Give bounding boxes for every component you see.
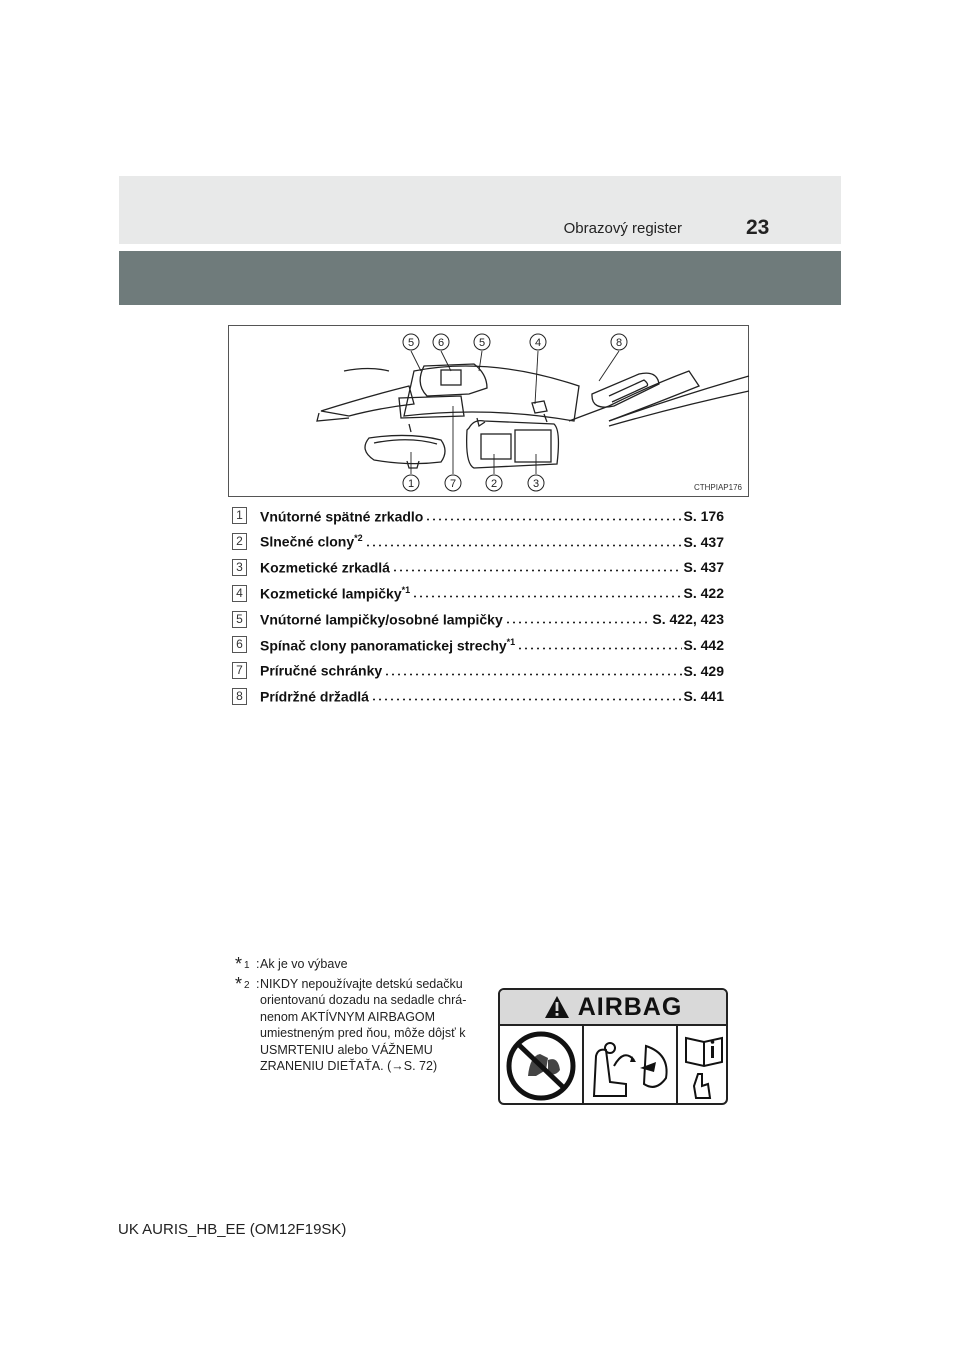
header-band-dark xyxy=(119,251,841,305)
footnote-text: NIKDY nepoužívajte detskú sedačku orientovanú dozadu na sedadle chrá-nenom AKTÍVNYM AIRBAGOM umiestneným pred ňou, môže dôjsť k USMRTENIU alebo VÁŽNEMU ZRANENIU DIEŤAŤA. (→S. 72) xyxy=(260,976,467,1073)
footnote: * 2 : NIKDY nepoužívajte detskú sedačku orientovanú dozadu na sedadle chrá-nenom AKTÍVNYM AIRBAGOM umiestneným pred ňou, môže dôjsť k USMRTENIU alebo VÁŽNEMU ZRANENIU DIEŤAŤA. (→S. 72) xyxy=(235,976,487,1075)
parts-legend xyxy=(232,503,724,709)
svg-text:5: 5 xyxy=(407,337,415,349)
legend-item-page-ref: S. 422, 423 xyxy=(652,611,724,628)
legend-item-number: 1 xyxy=(232,507,247,524)
legend-item-footnote-ref: *2 xyxy=(354,533,363,544)
document-code: UK AURIS_HB_EE (OM12F19SK) xyxy=(118,1221,347,1238)
read-manual-icon xyxy=(678,1026,728,1105)
legend-item-number: 2 xyxy=(232,533,247,550)
airbag-warning-label xyxy=(498,988,728,1105)
footnote: * 1 : Ak je vo výbave xyxy=(235,956,487,973)
callout-5a xyxy=(403,334,419,350)
no-rear-facing-seat-cell xyxy=(500,1026,584,1105)
read-manual-cell xyxy=(678,1026,728,1105)
legend-item-page-ref: S. 422 xyxy=(683,585,724,602)
legend-item-label: Prídržné držadlá xyxy=(260,688,369,705)
legend-item-number: 8 xyxy=(232,688,247,705)
legend-item-number: 3 xyxy=(232,559,247,576)
callout-2 xyxy=(486,475,502,491)
legend-item-label: Vnútorné spätné zrkadlo xyxy=(260,508,424,525)
dot-leader xyxy=(392,558,682,572)
dot-leader xyxy=(425,507,681,521)
warning-triangle-icon xyxy=(544,995,570,1019)
svg-text:4: 4 xyxy=(534,337,542,349)
dot-leader xyxy=(384,662,681,676)
footnote-marker: * 2 xyxy=(235,973,250,994)
figure-code: CTHPIAP176 xyxy=(693,483,742,492)
legend-item-footnote-ref: *1 xyxy=(401,584,411,595)
legend-item xyxy=(232,632,724,658)
legend-item xyxy=(232,555,724,581)
svg-text:2: 2 xyxy=(490,478,498,490)
no-child-seat-icon xyxy=(500,1026,582,1105)
legend-item-number: 6 xyxy=(232,636,247,653)
dot-leader xyxy=(371,687,682,701)
legend-item-label: Príručné schránky xyxy=(260,663,383,679)
footnote-text: Ak je vo výbave xyxy=(260,957,348,971)
svg-text:1: 1 xyxy=(407,478,415,490)
legend-item-page-ref: S. 176 xyxy=(683,507,724,524)
ceiling-illustration xyxy=(229,326,750,498)
legend-item-page-ref: S. 429 xyxy=(683,662,724,679)
legend-item-footnote-ref: *1 xyxy=(506,636,516,647)
legend-item-label: Slnečné clony$^{*2}$ xyxy=(260,533,363,551)
callout-3 xyxy=(528,475,544,491)
callout-6 xyxy=(433,334,449,350)
legend-item-page-ref: S. 441 xyxy=(683,688,724,705)
callout-7 xyxy=(445,475,461,491)
page-number: 23 xyxy=(746,216,770,239)
footnotes xyxy=(235,956,487,1078)
callout-4 xyxy=(530,334,546,350)
callout-8 xyxy=(611,334,627,350)
svg-text:5: 5 xyxy=(478,337,486,349)
svg-text:7: 7 xyxy=(449,478,457,490)
legend-item xyxy=(232,658,724,684)
legend-item-label: Vnútorné lampičky/osobné lampičky xyxy=(260,611,503,628)
legend-item xyxy=(232,580,724,606)
dot-leader xyxy=(505,610,651,624)
svg-text:8: 8 xyxy=(615,337,623,349)
dot-leader xyxy=(517,636,681,650)
legend-item-label: Kozmetické lampičky$^{*1}$ xyxy=(260,584,411,602)
seat-airbag-icon xyxy=(584,1026,676,1105)
legend-item-label: Spínač clony panoramatickej strechy$^{*1}$ xyxy=(260,636,516,654)
legend-item-label: Kozmetické zrkadlá xyxy=(260,559,390,576)
header-band-light xyxy=(119,176,841,244)
legend-item-number: 7 xyxy=(232,662,247,679)
legend-item-number: 4 xyxy=(232,585,247,602)
airbag-label-title: AIRBAG xyxy=(577,992,683,1021)
section-title: Obrazový register xyxy=(563,220,682,237)
callout-1 xyxy=(403,475,419,491)
legend-item xyxy=(232,503,724,529)
legend-item-page-ref: S. 437 xyxy=(683,559,724,576)
legend-item-number: 5 xyxy=(232,611,247,628)
legend-item xyxy=(232,684,724,710)
legend-item-page-ref: S. 442 xyxy=(683,636,724,653)
legend-item xyxy=(232,529,724,555)
svg-text:3: 3 xyxy=(532,478,540,490)
callout-5b xyxy=(474,334,490,350)
interior-ceiling-figure xyxy=(228,325,749,497)
airbag-label-header xyxy=(500,990,726,1026)
dot-leader xyxy=(365,533,682,547)
legend-item-page-ref: S. 437 xyxy=(683,533,724,550)
dot-leader xyxy=(412,584,681,598)
legend-item xyxy=(232,606,724,632)
svg-text:6: 6 xyxy=(437,337,445,349)
seat-airbag-diagram-cell xyxy=(584,1026,678,1105)
footnote-marker: * 1 xyxy=(235,954,250,974)
